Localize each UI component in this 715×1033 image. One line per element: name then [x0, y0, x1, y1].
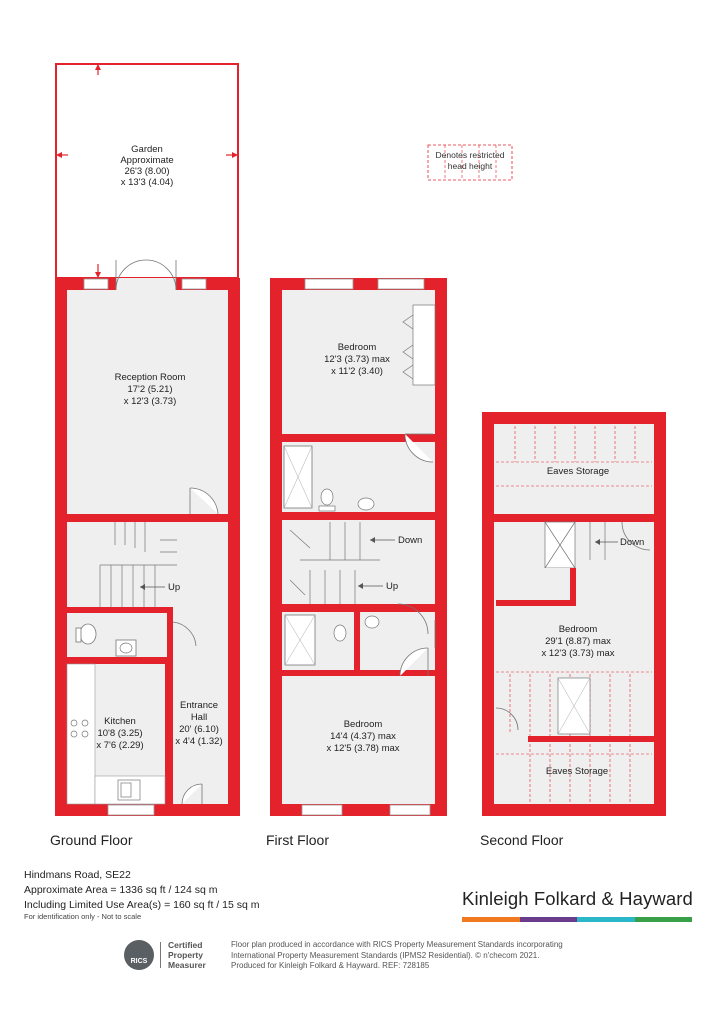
kitchen-label-1: Kitchen — [104, 716, 136, 727]
second-stairs-down-label: Down — [620, 537, 645, 548]
bedroom-rear-label-3: x 12'5 (3.78) max — [326, 743, 400, 754]
entrance-hall — [173, 522, 228, 804]
bedroom-rear-label-2: 14'4 (4.37) max — [330, 731, 396, 742]
hall-label-2: Hall — [190, 712, 208, 723]
rics-line-1: Certified — [168, 940, 203, 950]
approximate-area: Approximate Area = 1336 sq ft / 124 sq m — [24, 884, 218, 896]
property-details — [24, 868, 260, 913]
garden-label-1: Garden — [131, 144, 163, 155]
second-floor-title: Second Floor — [480, 832, 564, 848]
garden-label-3: 26'3 (8.00) — [124, 166, 170, 177]
rics-logo-icon: RICS — [124, 940, 154, 970]
disclaimer-line-3: Produced for Kinleigh Folkard & Hayward. REF: 728185 — [231, 961, 430, 970]
disclaimer-line-1: Floor plan produced in accordance with RICS Property Measurement Standards incorporating — [231, 940, 563, 949]
reception-label-1: Reception Room — [114, 372, 186, 383]
hall-label-4: x 4'4 (1.32) — [175, 736, 223, 747]
bedroom-front-label-2: 12'3 (3.73) max — [324, 354, 390, 365]
garden-area — [56, 64, 238, 278]
legend-text-2: head height — [447, 161, 493, 171]
first-floor-plan — [266, 278, 447, 848]
reception-label-2: 17'2 (5.21) — [127, 384, 173, 395]
eaves-storage-rear-label: Eaves Storage — [545, 766, 609, 777]
ground-floor-title: Ground Floor — [50, 832, 133, 848]
ground-floor-plan — [50, 260, 240, 848]
bedroom-front-label-3: x 11'2 (3.40) — [331, 366, 383, 377]
bedroom-front-label-1: Bedroom — [337, 342, 377, 353]
eaves-storage-front-label: Eaves Storage — [546, 466, 610, 477]
rics-line-2: Property — [168, 950, 203, 960]
scale-note: For identification only - Not to scale — [24, 912, 142, 921]
rics-certified-badge — [124, 940, 220, 970]
hall-label-3: 20' (6.10) — [179, 724, 219, 735]
bedroom-rear-label-1: Bedroom — [343, 719, 383, 730]
second-bedroom-label-2: 29'1 (8.87) max — [545, 636, 611, 647]
ground-stairs-up-label: Up — [168, 582, 181, 593]
property-address: Hindmans Road, SE22 — [24, 869, 131, 881]
first-stairs-up-label: Up — [386, 581, 399, 592]
disclaimer-text — [231, 940, 611, 972]
kitchen-label-2: 10'8 (3.25) — [97, 728, 143, 739]
restricted-height-legend — [428, 145, 512, 180]
first-floor-title: First Floor — [266, 832, 329, 848]
reception-label-3: x 12'3 (3.73) — [123, 396, 177, 407]
legend-text-1: Denotes restricted — [435, 150, 505, 160]
agency-logo-text: Kinleigh Folkard & Hayward — [462, 888, 693, 909]
hall-label-1: Entrance — [179, 700, 219, 711]
first-landing — [282, 520, 435, 604]
first-stairs-down-label: Down — [398, 535, 423, 546]
limited-use-area: Including Limited Use Area(s) = 160 sq ft / 15 sq m — [24, 899, 260, 911]
second-bedroom-label-3: x 12'3 (3.73) max — [541, 648, 615, 659]
disclaimer-line-2: International Property Measurement Standards (IPMS2 Residential). © n'checom 2021. — [231, 950, 540, 960]
garden-label-4: x 13'3 (4.04) — [120, 177, 174, 188]
second-bedroom-label-1: Bedroom — [558, 624, 598, 635]
agency-color-bar — [462, 917, 692, 922]
second-floor-plan — [480, 412, 666, 848]
rics-line-3: Measurer — [168, 960, 206, 970]
garden-label-2: Approximate — [120, 155, 174, 166]
kitchen-label-3: x 7'6 (2.29) — [96, 740, 144, 751]
